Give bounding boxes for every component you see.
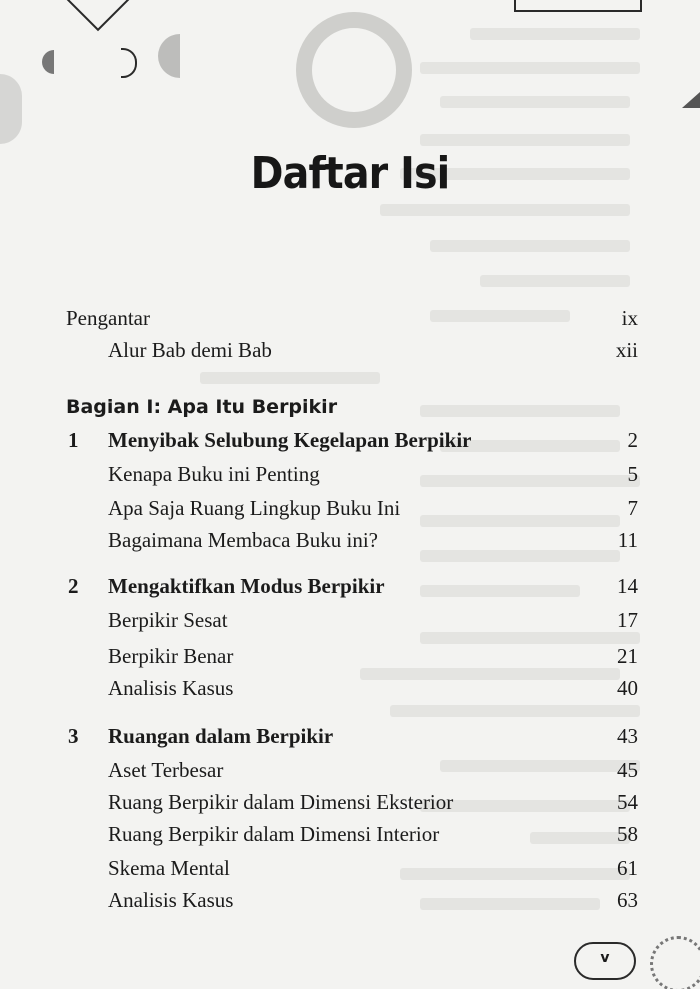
- toc-entry-page: 40: [617, 676, 638, 700]
- toc-entry: [0, 306, 700, 338]
- toc-entry-label: Apa Saja Ruang Lingkup Buku Ini: [108, 496, 401, 520]
- chapter-title: Menyibak Selubung Kegelapan Berpikir: [108, 428, 472, 452]
- toc-entry-label: Ruang Berpikir dalam Dimensi Eksterior: [108, 790, 454, 814]
- part-label: Bagian I: Apa Itu Berpikir: [66, 396, 338, 418]
- toc-entry-page: 21: [617, 644, 638, 668]
- toc-entry: [0, 528, 700, 560]
- toc-chapter: [0, 724, 700, 756]
- toc-entry-label: Bagaimana Membaca Buku ini?: [108, 528, 378, 552]
- toc-entry-page: 58: [617, 822, 638, 846]
- chapter-number: 1: [68, 428, 79, 452]
- toc-entry-page: 45: [617, 758, 638, 782]
- chapter-number: 2: [68, 574, 79, 598]
- toc-entry-page: ix: [621, 306, 638, 330]
- toc-entry-label: Analisis Kasus: [108, 676, 234, 700]
- ring-ornament: [296, 12, 412, 128]
- toc-entry-label: Pengantar: [66, 306, 150, 330]
- triangle-ornament: [682, 92, 700, 108]
- toc-entry-page: 7: [627, 496, 638, 520]
- toc-entry-label: Kenapa Buku ini Penting: [108, 462, 320, 486]
- toc-entry-label: Analisis Kasus: [108, 888, 234, 912]
- toc-entry-label: Berpikir Benar: [108, 644, 234, 668]
- toc-entry: [0, 676, 700, 708]
- page-title: Daftar Isi: [250, 148, 450, 199]
- toc-entry-page: 54: [617, 790, 638, 814]
- toc-entry-page: 11: [617, 528, 638, 552]
- toc-entry-page: 63: [617, 888, 638, 912]
- toc-entry: [0, 608, 700, 640]
- toc-entry-label: Alur Bab demi Bab: [108, 338, 272, 362]
- toc-entry: [0, 856, 700, 888]
- toc-entry-label: Berpikir Sesat: [108, 608, 228, 632]
- toc-entry: [0, 462, 700, 494]
- toc-part-heading: [0, 396, 700, 428]
- toc-entry-label: Aset Terbesar: [108, 758, 224, 782]
- dotted-circle-ornament: [650, 936, 700, 989]
- toc-entry-page: 17: [617, 608, 638, 632]
- toc-chapter: [0, 428, 700, 460]
- toc-entry-label: Skema Mental: [108, 856, 230, 880]
- toc-entry-page: 2: [627, 428, 638, 452]
- chapter-title: Mengaktifkan Modus Berpikir: [108, 574, 385, 598]
- toc-entry-page: 61: [617, 856, 638, 880]
- toc-entry: [0, 888, 700, 920]
- toc-entry: [0, 822, 700, 854]
- toc-entry: [0, 644, 700, 676]
- toc-entry: [0, 790, 700, 822]
- toc-entry-label: Ruang Berpikir dalam Dimensi Interior: [108, 822, 440, 846]
- chapter-number: 3: [68, 724, 79, 748]
- toc-entry-page: 14: [617, 574, 638, 598]
- toc-entry-page: 5: [627, 462, 638, 486]
- toc-entry-page: 43: [617, 724, 638, 748]
- page-number: v: [600, 950, 610, 966]
- toc-entry-page: xii: [615, 338, 638, 362]
- toc-entry: [0, 338, 700, 370]
- toc-entry: [0, 758, 700, 790]
- chapter-title: Ruangan dalam Berpikir: [108, 724, 334, 748]
- toc-entry: [0, 496, 700, 528]
- toc-chapter: [0, 574, 700, 606]
- edge-shape-ornament: [0, 74, 22, 144]
- frame-ornament: [514, 0, 642, 12]
